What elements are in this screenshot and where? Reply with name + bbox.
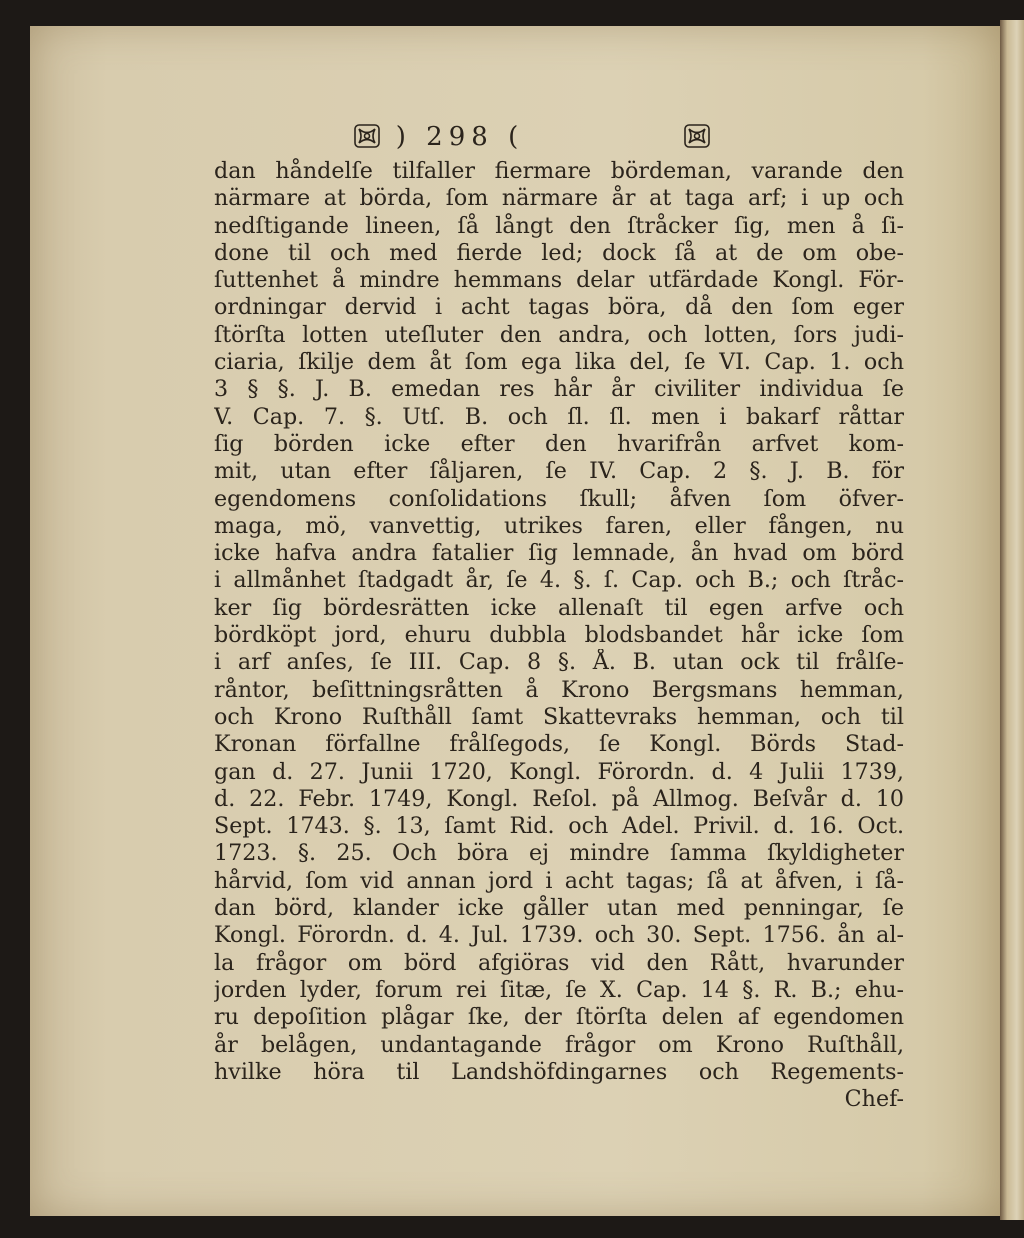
text-line: icke hafva andra fatalier ſig lemnade, ån hvad om börd [214,540,904,567]
text-line: gan d. 27. Junii 1720, Kongl. Förordn. d. 4 Julii 1739, [214,758,904,785]
text-line: 3 § §. J. B. emedan res hår år civiliter individua ſe [214,376,904,403]
catchword: Chef- [844,1086,904,1113]
facing-page-edge [1000,20,1024,1220]
text-line: ſtörſta lotten uteſluter den andra, och lotten, ſors judi- [214,321,904,348]
text-line: hårvid, ſom vid annan jord i acht tagas; ſå at åfven, i ſå- [214,867,904,894]
text-line: år belågen, undantagande frågor om Krono Ruſthåll, [214,1031,904,1058]
text-line: ker ſig bördesrätten icke allenaſt til egen arfve och [214,594,904,621]
text-line: råntor, beſittningsråtten å Krono Bergsmans hemman, [214,676,904,703]
text-line: och Krono Ruſthåll ſamt Skattevraks hemman, och til [214,703,904,730]
body-text [214,158,904,1113]
ornament-right-icon [680,121,714,151]
text-line: Sept. 1743. §. 13, ſamt Rid. och Adel. Privil. d. 16. Oct. [214,813,904,840]
text-line: dan håndelſe tilfaller fiermare bördeman, varande den [214,158,904,184]
text-line: d. 22. Febr. 1749, Kongl. Reſol. på Allmog. Beſvår d. 10 [214,785,904,812]
text-line: mit, utan efter ſåljaren, ſe IV. Cap. 2 §. J. B. för [214,458,904,485]
text-line: maga, mö, vanvettig, utrikes faren, eller fången, nu [214,512,904,539]
text-line: ru depoſition plågar ſke, der ſtörſta delen af egendomen [214,1004,904,1031]
text-line: nedſtigande lineen, ſå långt den ſtråcker ſig, men å ſi- [214,212,904,239]
ornament-left-icon [350,121,384,151]
text-line: i allmånhet ſtadgadt år, ſe 4. §. ſ. Cap. och B.; och ſtråc- [214,567,904,594]
text-line: närmare at börda, ſom närmare år at taga arf; i up och [214,185,904,212]
text-line: ordningar dervid i acht tagas böra, då den ſom eger [214,294,904,321]
text-line: hvilke höra til Landshöfdingarnes och Regements- [214,1058,904,1085]
text-line: ciaria, ſkilje dem åt ſom ega lika del, ſe VI. Cap. 1. och [214,349,904,376]
page-header [180,117,740,157]
text-line: egendomens conſolidations ſkull; åfven ſom öfver- [214,485,904,512]
text-line: V. Cap. 7. §. Utſ. B. och ſl. ſl. men i bakarf råttar [214,403,904,430]
text-line: Kongl. Förordn. d. 4. Jul. 1739. och 30. Sept. 1756. ån al- [214,922,904,949]
page-number: ) 298 ( [395,122,525,152]
text-line: Kronan förfallne frålſegods, ſe Kongl. Börds Stad- [214,731,904,758]
text-line: bördköpt jord, ehuru dubbla blodsbandet hår icke ſom [214,622,904,649]
text-line: la frågor om börd afgiöras vid den Rått, hvarunder [214,949,904,976]
text-line: 1723. §. 25. Och böra ej mindre ſamma ſkyldigheter [214,840,904,867]
text-line: done til och med fierde led; dock ſå at de om obe- [214,239,904,266]
text-line: jorden lyder, forum rei ſitæ, ſe X. Cap. 14 §. R. B.; ehu- [214,976,904,1003]
text-line: i arf anſes, ſe III. Cap. 8 §. Å. B. utan ock til frålſe- [214,649,904,676]
text-line: ſuttenhet å mindre hemmans delar utfärdade Kongl. För- [214,267,904,294]
text-line: ſig börden icke efter den hvarifrån arfvet kom- [214,430,904,457]
text-line: dan börd, klander icke gåller utan med penningar, ſe [214,895,904,922]
